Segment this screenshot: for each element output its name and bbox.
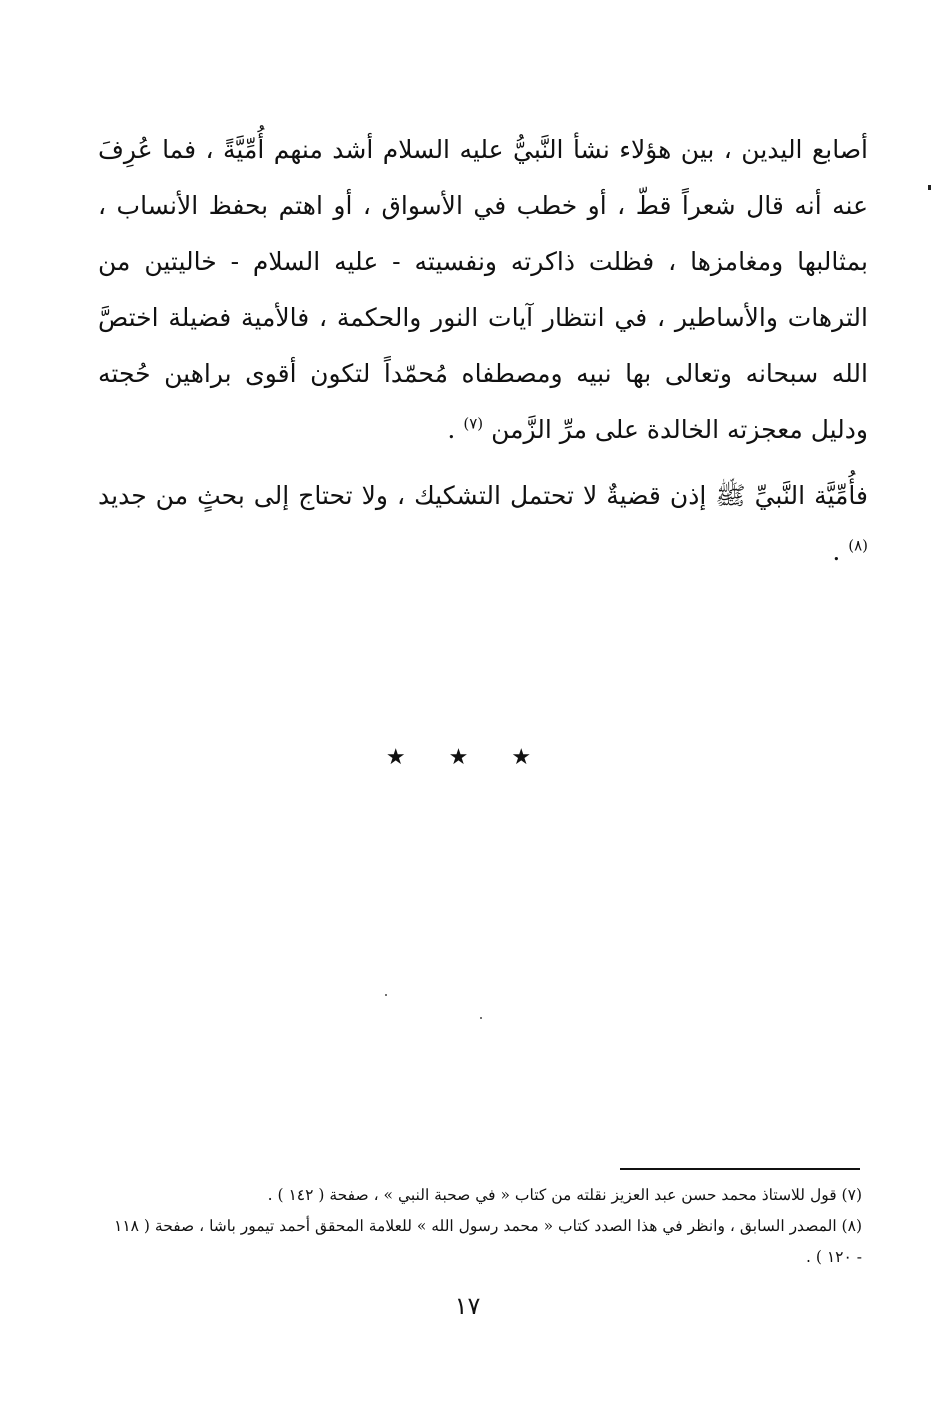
body-text (98, 122, 868, 580)
footnote-8: (٨) المصدر السابق ، وانظر في هذا الصدد كتاب « محمد رسول الله » للعلامة المحقق أحمد تيمور باشا ، صفحة ( ١١٨ - ١٢٠ ) . (114, 1217, 862, 1266)
paragraph-1 (98, 122, 868, 458)
footnote-divider (620, 1168, 860, 1170)
paragraph-2 (98, 468, 868, 580)
footnote-marker-8: (٨) (848, 536, 868, 555)
page-number: ١٧ (454, 1292, 481, 1320)
paragraph-1-end: . (447, 415, 464, 444)
paragraph-1-text: أصابع اليدين ، بين هؤلاء نشأ النَّبيُّ عليه السلام أشد منهم أُمِّيَّةً ، فما عُرِفَ عنه أنه قال شعراً قطّ ، أو خطب في الأسواق ، أو اهتم بحفظ الأنساب ، بمثالبها ومغامزها ، فظلت ذاكرته ونفسيته - عليه السلام - خاليتين من الترهات والأساطير ، في انتظار آيات النور والحكمة ، فالأمية فضيلة اختصَّ الله سبحانه وتعالى بها نبيه ومصطفاه مُحمّداً لتكون أقوى براهين حُجته ودليل معجزته الخالدة على مرِّ الزَّمن (98, 135, 868, 444)
scan-speck (480, 1017, 482, 1019)
paragraph-2-text: فأُمِّيَّة النَّبيِّ ﷺ إذن قضيةٌ لا تحتمل التشكيك ، ولا تحتاج إلى بحثٍ من جديد (98, 481, 868, 510)
footnote-7: (٧) قول للاستاذ محمد حسن عبد العزيز نقلته من كتاب « في صحبة النبي » ، صفحة ( ١٤٢ ) . (267, 1186, 862, 1204)
scan-edge-mark (928, 185, 931, 190)
scan-speck (385, 994, 387, 996)
section-separator: ★ ★ ★ (385, 745, 550, 770)
footnotes (110, 1180, 862, 1273)
footnote-marker-7: (٧) (463, 414, 484, 433)
paragraph-2-end: . (832, 537, 849, 566)
